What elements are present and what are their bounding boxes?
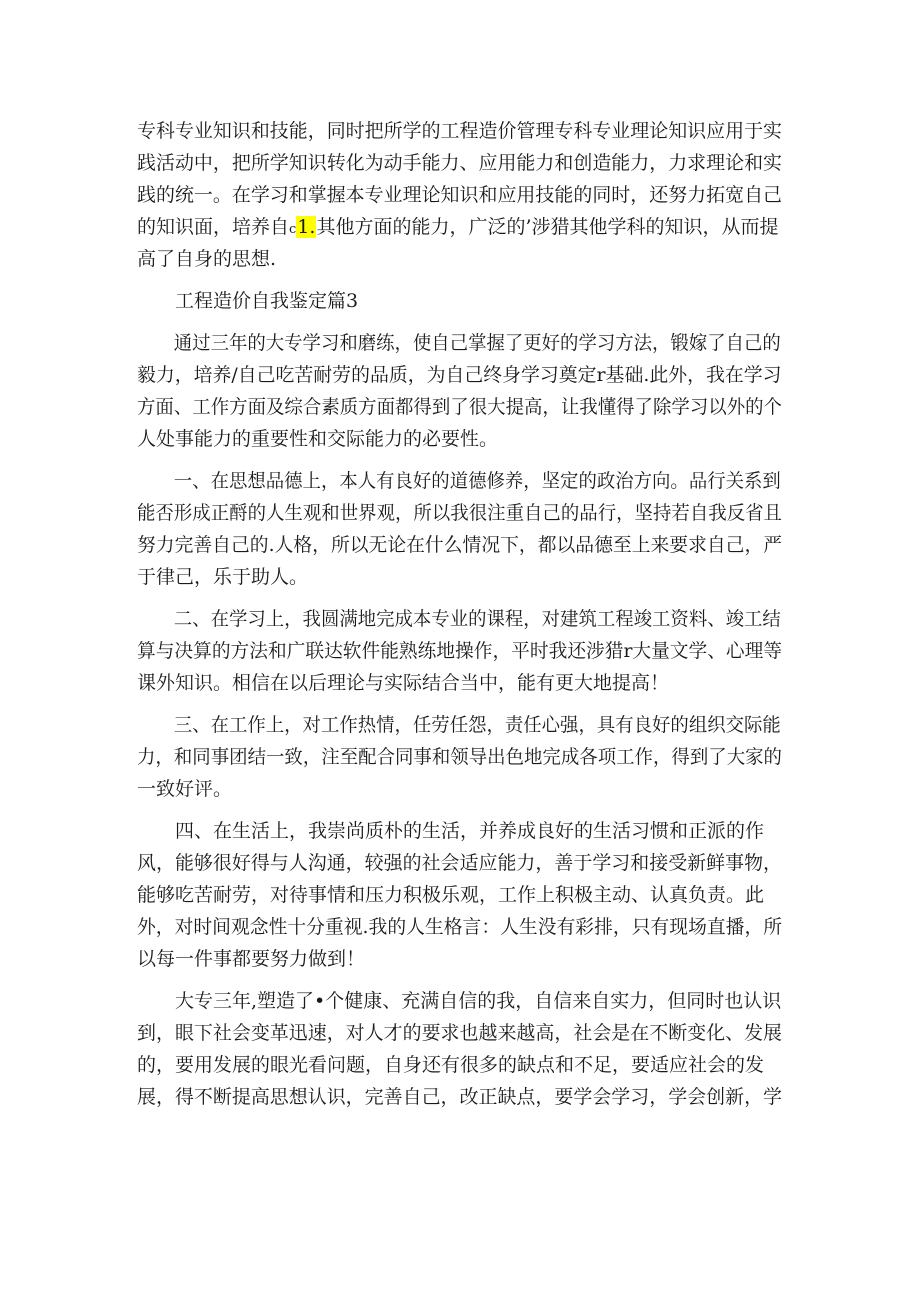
- section-heading: 工程造价自我鉴定篇3: [175, 290, 359, 312]
- text-line: 到，眼下社会变革迅速，对人才的要求也越来越高，社会是在不断变化、发展: [137, 1022, 783, 1044]
- text-line: 高了自身的思想.: [137, 248, 277, 270]
- text-line: 能否形成正酹的人生观和世界观，所以我很注重自己的品行，坚持若自我反省且: [137, 502, 782, 524]
- text-line: 方面、工作方面及综合素质方面都得到了很大提高，让我懂得了除学习以外的个: [137, 396, 782, 418]
- text-line-with-highlight: [137, 211, 782, 243]
- paragraph-7: [137, 985, 782, 1113]
- paragraph-6: [137, 815, 782, 975]
- text-line: 人处事能力的重要性和交际能力的必要性。: [137, 428, 499, 450]
- text-line: 践活动中，把所学知识转化为动手能力、应用能力和创造能力，力求理论和实: [137, 152, 783, 174]
- text-line: 四、在生活上，我崇尚质朴的生活，并养成良好的生活习惯和正派的作: [175, 820, 765, 842]
- text-line: 展，得不断提高思想认识，完善自己，改正缺点，要学会学习，学会创新，学: [137, 1086, 783, 1108]
- text-line: 以每一件事都要努力做到！: [137, 948, 366, 970]
- text-line: 能够吃苦耐劳，对待事情和压力积极乐观，工作上积极主动、认真负责。此: [137, 884, 765, 906]
- text-fragment: 其他方面的能力，广泛的’涉猎其他学科的知识，从而提: [316, 216, 779, 238]
- paragraph-1: [137, 115, 782, 275]
- text-line: 外，对时间观念性十分重视.我的人生格言：人生没有彩排，只有现场直播，所: [137, 916, 783, 938]
- text-line: 力，和同事团结一致，注至配合同事和领导出色地完成各项工作，得到了大家的: [137, 746, 782, 768]
- paragraph-3: [137, 465, 782, 593]
- text-line: 践的统一。在学习和掌握本专业理论知识和应用技能的同时，还努力拓宽自己: [137, 184, 783, 206]
- paragraph-4: [137, 603, 782, 699]
- highlighted-text: 1.: [297, 216, 316, 238]
- text-line: 风，能够很好得与人沟通，较强的社会适应能力，善于学习和接受新鲜事物，: [137, 852, 783, 874]
- paragraph-2: [137, 327, 782, 455]
- text-line: 三、在工作上，对工作热情，任劳任怨，责任心强，具有良好的组织交际能: [173, 714, 781, 736]
- text-line: 毅力，培养/自己吃苦耐劳的品质，为自己终身学习奠定r基础.此外，我在学习: [137, 364, 782, 386]
- text-line: 二、在学习上，我圆满地完成本专业的课程，对建筑工程竣工资料、竣工结: [173, 608, 781, 630]
- text-fragment: 的知识面，培养自: [137, 216, 290, 238]
- text-line: 一致好评。: [137, 778, 233, 800]
- text-line: 于律己，乐于助人。: [137, 566, 309, 588]
- text-line: 的，要用发展的眼光看问题，自身还有很多的缺点和不足，要适应社会的发: [137, 1054, 765, 1076]
- text-line: 专科专业知识和技能，同时把所学的工程造价管理专科专业理论知识应用于实: [137, 120, 783, 142]
- text-line: 努力完善自己的.人格，所以无论在什么情况下，都以品德至上来要求自己，严: [137, 534, 783, 556]
- document-body: [137, 115, 782, 1123]
- text-line: 通过三年的大专学习和磨练，使自己掌握了更好的学习方法，锻嫁了自己的: [173, 332, 781, 354]
- text-line: 课外知识。相信在以后理论与实际结合当中，能有更大地提高！: [137, 672, 670, 694]
- small-char: c: [289, 222, 297, 237]
- text-line: 一、在思想品德上，本人有良好的道德修养，坚定的政治方向。品行关系到: [173, 470, 781, 492]
- text-line: 大专三年,塑造了•个健康、充满自信的我，自信来自实力，但同时也认识: [175, 990, 782, 1012]
- text-line: 算与决算的方法和广联达软件能熟练地操作，平时我还涉猎r大量文学、心理等: [137, 640, 783, 662]
- paragraph-5: [137, 709, 782, 805]
